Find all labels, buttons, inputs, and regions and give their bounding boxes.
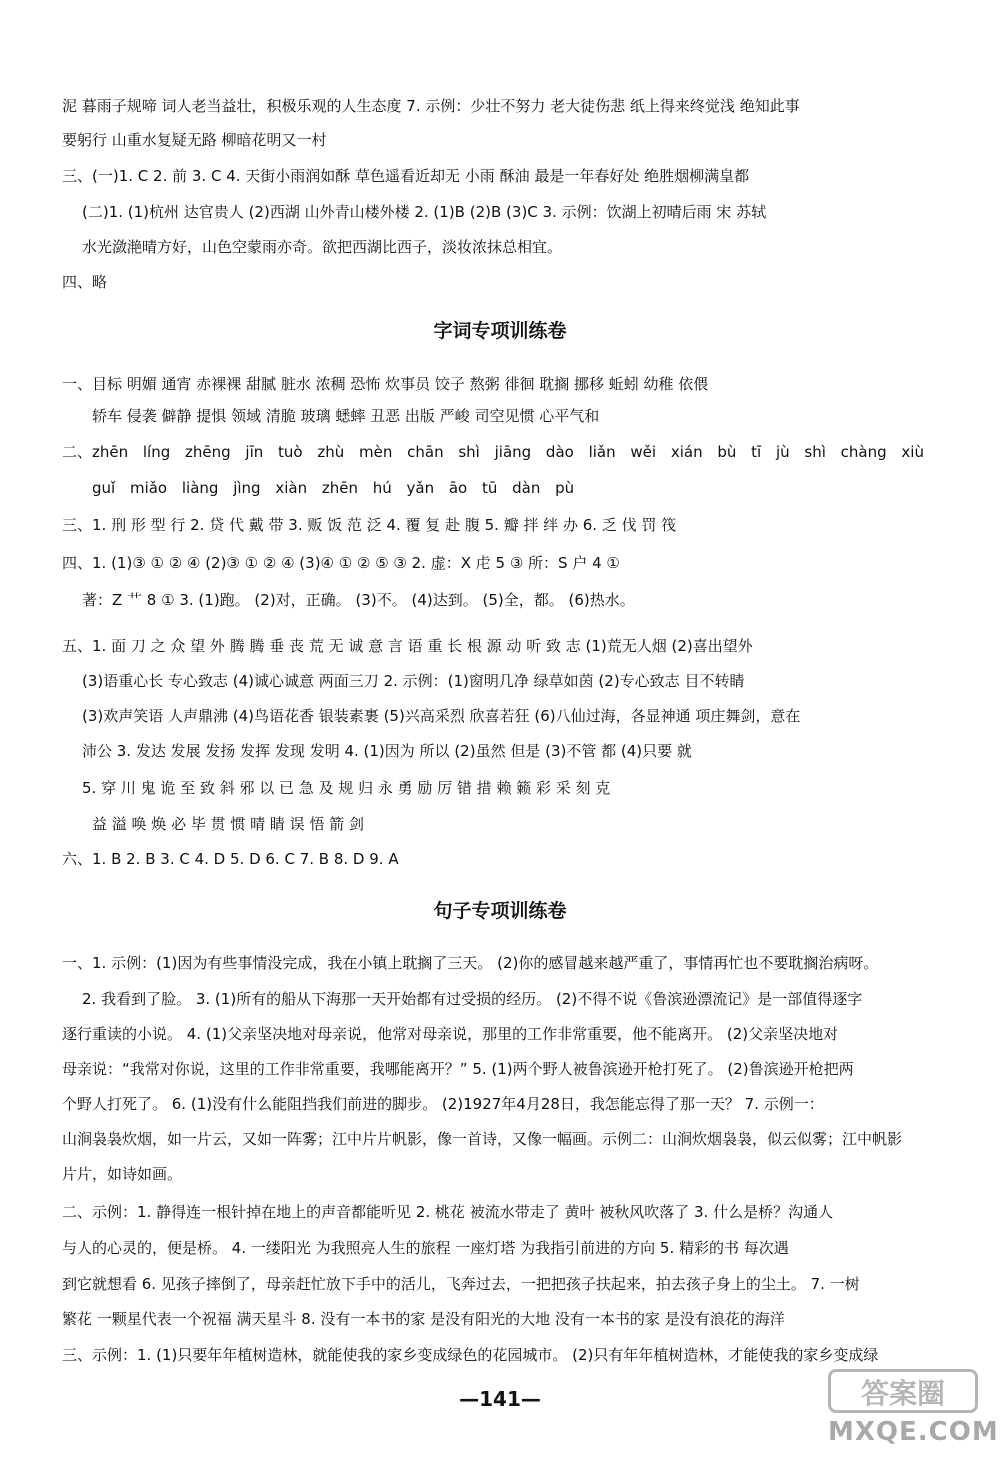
watermark [828, 1369, 999, 1449]
text-line: 一、1. 示例：(1)因为有些事情没完成，我在小镇上耽搁了三天。 (2)你的感冒越来越严重了，事情再忙也不要耽搁治病呀。 [62, 954, 879, 972]
text-line: 5. 穿 川 鬼 诡 至 致 斜 邪 以 已 急 及 规 归 永 勇 励 厉 错 措 赖 籁 彩 采 刻 克 [82, 779, 611, 797]
text-line: 轿车 侵袭 僻静 提惧 领域 清脆 玻璃 蟋蟀 丑恶 出版 严峻 司空见惯 心平气和 [92, 407, 600, 425]
text-line: 与人的心灵的，便是桥。 4. 一缕阳光 为我照亮人生的旅程 一座灯塔 为我指引前进的方向 5. 精彩的书 每次遇 [62, 1239, 789, 1257]
text-line: (3)语重心长 专心致志 (4)诚心诚意 两面三刀 2. 示例：(1)窗明几净 绿草如茵 (2)专心致志 目不转睛 [82, 672, 745, 690]
text-line: 个野人打死了。 6. (1)没有什么能阻挡我们前进的脚步。 (2)1927年4月28日，我怎能忘得了那一天？ 7. 示例一： [62, 1095, 824, 1113]
text-line: 著：Z 艹 8 ① 3. (1)跑。 (2)对，正确。 (3)不。 (4)达到。 (5)全，都。 (6)热水。 [82, 591, 635, 609]
text-line: 水光潋滟晴方好，山色空蒙雨亦奇。欲把西湖比西子，淡妆浓抹总相宜。 [82, 238, 563, 256]
text-line: 六、1. B 2. B 3. C 4. D 5. D 6. C 7. B 8. D 9. A [62, 850, 399, 868]
text-line: (二)1. (1)杭州 达官贵人 (2)西湖 山外青山楼外楼 2. (1)B (2)B (3)C 3. 示例：饮湖上初晴后雨 宋 苏轼 [82, 203, 767, 221]
text-line: 到它就想看 6. 见孩子摔倒了，母亲赶忙放下手中的活儿，飞奔过去，一把把孩子扶起来，拍去孩子身上的尘土。 7. 一树 [62, 1275, 860, 1293]
text-line: 五、1. 面 刀 之 众 望 外 腾 腾 垂 丧 荒 无 诚 意 言 语 重 长 根 源 动 听 致 志 (1)荒无人烟 (2)喜出望外 [62, 637, 753, 655]
text-line: 四、1. (1)③ ① ② ④ (2)③ ① ② ④ (3)④ ① ② ⑤ ③ 2. 虚：X 虍 5 ③ 所：S 户 4 ① [62, 554, 620, 572]
text-line: 山涧袅袅炊烟，如一片云，又如一阵雾；江中片片帆影，像一首诗，又像一幅画。示例二：山涧炊烟袅袅，似云似雾；江中帆影 [62, 1130, 903, 1148]
pinyin-line: guǐ miǎo liàng jìng xiàn zhēn hú yǎn āo tū dàn pù [92, 479, 575, 497]
pinyin-line: 二、zhēn líng zhēng jīn tuò zhù mèn chān shì jiāng dào liǎn wěi xián bù tī jù shì chàng xiù [62, 443, 924, 461]
section-title: 字词专项训练卷 [433, 320, 567, 342]
text-line: 片片，如诗如画。 [62, 1165, 183, 1183]
text-line: 沛公 3. 发达 发展 发扬 发挥 发现 发明 4. (1)因为 所以 (2)虽然 但是 (3)不管 都 (4)只要 就 [82, 742, 692, 760]
text-line: 泥 暮雨子规啼 词人老当益壮，积极乐观的人生态度 7. 示例：少壮不努力 老大徒伤悲 纸上得来终觉浅 绝知此事 [62, 97, 800, 115]
text-line: 逐行重读的小说。 4. (1)父亲坚决地对母亲说，他常对母亲说，那里的工作非常重要，他不能离开。 (2)父亲坚决地对 [62, 1025, 839, 1043]
text-line: 要躬行 山重水复疑无路 柳暗花明又一村 [62, 131, 327, 149]
text-line: 一、目标 明媚 通宵 赤裸裸 甜腻 脏水 浓稠 恐怖 炊事员 饺子 熬粥 徘徊 耽搁 挪移 蚯蚓 幼稚 依偎 [62, 375, 709, 393]
text-line: 繁花 一颗星代表一个祝福 满天星斗 8. 没有一本书的家 是没有阳光的大地 没有一本书的家 是没有浪花的海洋 [62, 1310, 785, 1328]
section-title: 句子专项训练卷 [433, 900, 567, 922]
text-line: 母亲说：“我常对你说，这里的工作非常重要，我哪能离开？” 5. (1)两个野人被鲁滨逊开枪打死了。 (2)鲁滨逊开枪把两 [62, 1060, 854, 1078]
text-line: 三、(一)1. C 2. 前 3. C 4. 天街小雨润如酥 草色遥看近却无 小雨 酥油 最是一年春好处 绝胜烟柳满皇都 [62, 167, 750, 185]
text-line: (3)欢声笑语 人声鼎沸 (4)鸟语花香 银装素裹 (5)兴高采烈 欣喜若狂 (6)八仙过海，各显神通 项庄舞剑，意在 [82, 707, 801, 725]
text-line: 四、略 [62, 273, 108, 291]
text-line: 二、示例：1. 静得连一根针掉在地上的声音都能听见 2. 桃花 被流水带走了 黄叶 被秋风吹落了 3. 什么是桥？沟通人 [62, 1203, 834, 1221]
text-line: 三、示例：1. (1)只要年年植树造林，就能使我的家乡变成绿色的花园城市。 (2)只有年年植树造林，才能使我的家乡变成绿 [62, 1346, 879, 1364]
page-number: —141— [459, 1387, 541, 1411]
text-line: 2. 我看到了脸。 3. (1)所有的船从下海那一天开始都有过受损的经历。 (2)不得不说《鲁滨逊漂流记》是一部值得逐字 [82, 990, 863, 1008]
text-line: 益 溢 唤 焕 必 毕 贯 惯 晴 睛 误 悟 箭 剑 [92, 815, 364, 833]
watermark-logo: 答案圈 [828, 1369, 978, 1413]
text-line: 三、1. 刑 形 型 行 2. 贷 代 戴 带 3. 贩 饭 范 泛 4. 覆 复 赴 腹 5. 瓣 拌 绊 办 6. 乏 伐 罚 筏 [62, 516, 677, 534]
watermark-site: MXQE.COM [828, 1417, 999, 1447]
